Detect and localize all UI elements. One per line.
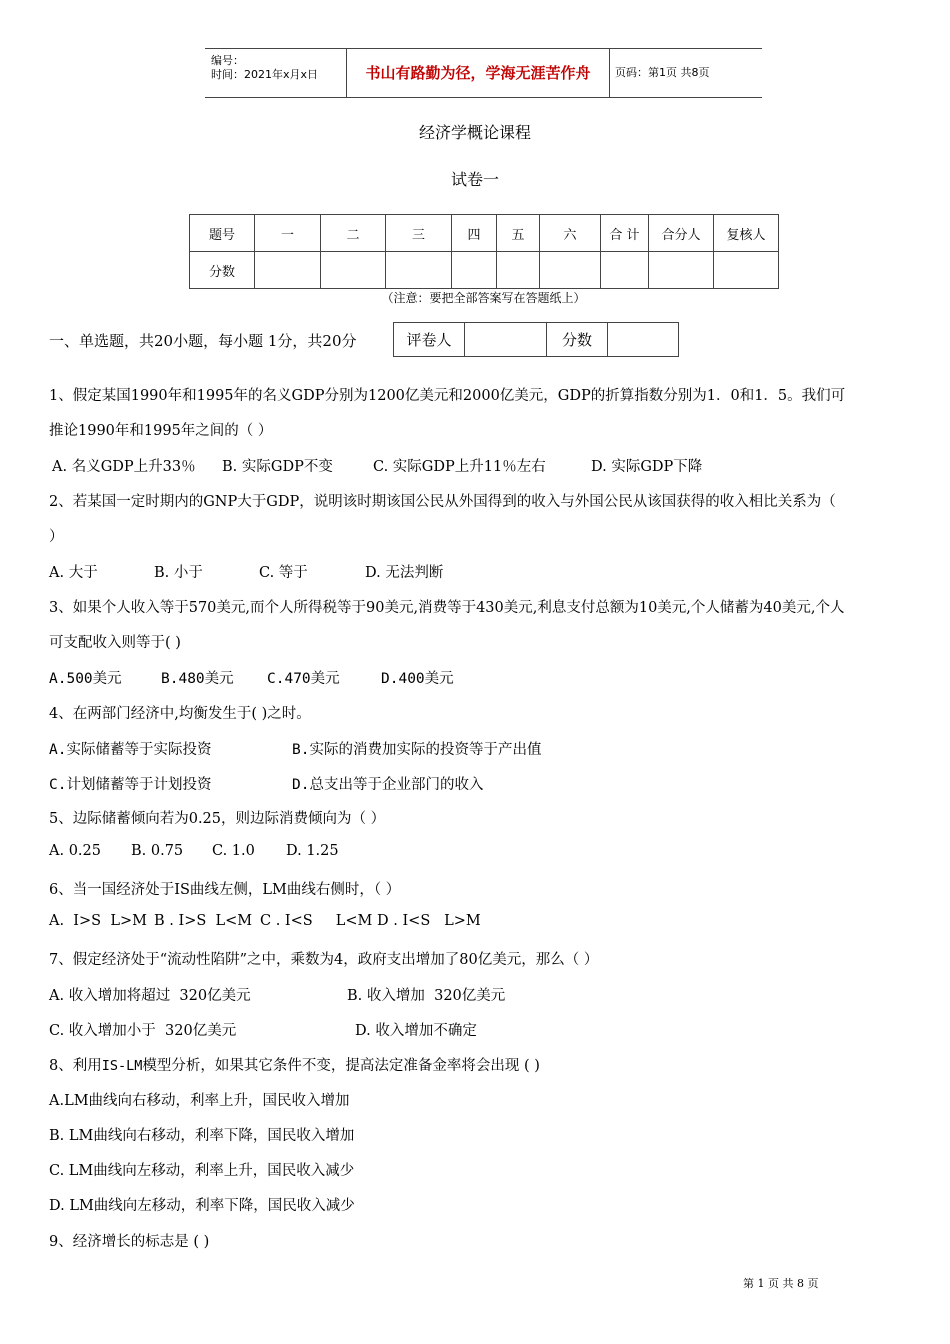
score-input-cell[interactable] (714, 252, 779, 289)
header-meta (205, 49, 347, 97)
question-6-option-a: A. I>S L>M (49, 913, 147, 929)
question-1-text: 1、假定某国1990年和1995年的名义GDP分别为1200亿美元和2000亿美元，GDP的折算指数分别为1．0和1．5。我们可 (49, 388, 846, 404)
question-2-option-a: A. 大于 (49, 565, 98, 581)
question-4-option-a: A.实际储蓄等于实际投资 (49, 742, 212, 758)
section-score-input-cell[interactable] (608, 323, 679, 357)
question-3-option-d: D.400美元 (381, 671, 454, 687)
grader-label: 评卷人 (394, 323, 465, 357)
question-1-text-cont: 推论1990年和1995年之间的（ ） (49, 423, 273, 439)
score-row-label: 分数 (190, 252, 255, 289)
question-3-option-a: A.500美元 (49, 671, 122, 687)
question-6-option-c: C . I<S L<M (260, 913, 373, 929)
score-input-cell[interactable] (321, 252, 386, 289)
score-input-cell[interactable] (540, 252, 601, 289)
score-input-cell[interactable] (452, 252, 497, 289)
question-8-option-c: C. LM曲线向左移动，利率上升，国民收入减少 (49, 1163, 355, 1179)
answer-note: （注意：要把全部答案写在答题纸上） (381, 291, 586, 305)
question-2-text: 2、若某国一定时期内的GNP大于GDP，说明该时期该国公民从外国得到的收入与外国公民从该国获得的收入相比关系为（ (49, 494, 836, 510)
header-motto: 书山有路勤为径，学海无涯苦作舟 (347, 49, 610, 97)
question-8-text-post: 模型分析，如果其它条件不变，提高法定准备金率将会出现 ( ) (142, 1058, 540, 1074)
question-8-option-b: B. LM曲线向右移动，利率下降，国民收入增加 (49, 1128, 355, 1144)
question-5-option-d: D. 1.25 (286, 843, 339, 859)
score-cell: 合 计 (601, 215, 649, 252)
grader-input-cell[interactable] (465, 323, 547, 357)
question-8-text (49, 1054, 540, 1075)
question-8-option-a: A.LM曲线向右移动，利率上升，国民收入增加 (49, 1093, 350, 1109)
question-1-option-d: D. 实际GDP下降 (591, 459, 703, 475)
question-7-option-a: A. 收入增加将超过 320亿美元 (49, 988, 251, 1004)
question-4-text: 4、在两部门经济中,均衡发生于( )之时。 (49, 706, 311, 722)
question-3-text-cont: 可支配收入则等于( ) (49, 635, 181, 651)
question-6-text: 6、当一国经济处于IS曲线左侧，LM曲线右侧时，（ ） (49, 882, 401, 898)
section-score-label: 分数 (547, 323, 608, 357)
question-8-model-name: IS-LM (101, 1058, 143, 1074)
score-input-cell[interactable] (255, 252, 321, 289)
score-cell: 一 (255, 215, 321, 252)
question-7-text: 7、假定经济处于“流动性陷阱”之中，乘数为4，政府支出增加了80亿美元，那么（ ） (49, 952, 599, 968)
page-header (205, 48, 762, 98)
question-6-option-b: B . I>S L<M (154, 913, 253, 929)
score-cell: 四 (452, 215, 497, 252)
score-table-value-row (190, 252, 779, 289)
score-input-cell[interactable] (386, 252, 452, 289)
score-cell: 三 (386, 215, 452, 252)
question-9-text: 9、经济增长的标志是 ( ) (49, 1234, 210, 1250)
question-3-option-b: B.480美元 (161, 671, 234, 687)
question-5-text: 5、边际储蓄倾向若为0.25，则边际消费倾向为（ ） (49, 811, 386, 827)
header-page-info: 页码：第1页 共8页 (615, 66, 710, 79)
score-input-cell[interactable] (601, 252, 649, 289)
question-2-option-d: D. 无法判断 (365, 565, 444, 581)
section-heading: 一、单选题，共20小题，每小题 1分，共20分 (49, 332, 357, 350)
score-cell: 合分人 (649, 215, 714, 252)
question-7-option-d: D. 收入增加不确定 (355, 1023, 477, 1039)
grader-table (393, 322, 679, 357)
score-cell: 六 (540, 215, 601, 252)
page-footer: 第 1 页 共 8 页 (743, 1277, 819, 1290)
question-3-text: 3、如果个人收入等于570美元,而个人所得税等于90美元,消费等于430美元,利息支付总额为10美元,个人储蓄为40美元,个人 (49, 600, 845, 616)
question-5-option-c: C. 1.0 (212, 843, 255, 859)
question-2-option-b: B. 小于 (154, 565, 203, 581)
question-8-text-pre: 8、利用 (49, 1058, 102, 1074)
question-3-option-c: C.470美元 (267, 671, 340, 687)
time-label: 时间：2021年x月x日 (211, 68, 319, 81)
question-7-option-b: B. 收入增加 320亿美元 (347, 988, 506, 1004)
score-cell: 二 (321, 215, 386, 252)
question-8-option-d: D. LM曲线向左移动，利率下降，国民收入减少 (49, 1198, 355, 1214)
question-4-option-b: B.实际的消费加实际的投资等于产出值 (292, 742, 542, 758)
question-7-option-c: C. 收入增加小于 320亿美元 (49, 1023, 237, 1039)
score-cell: 题号 (190, 215, 255, 252)
question-2-text-cont: ） (49, 529, 64, 545)
question-1-option-c: C. 实际GDP上升11％左右 (373, 459, 546, 475)
score-cell: 复核人 (714, 215, 779, 252)
score-table (189, 214, 779, 289)
question-2-option-c: C. 等于 (259, 565, 308, 581)
question-1-option-a: A. 名义GDP上升33％ (52, 459, 196, 475)
document-title: 经济学概论课程 (418, 123, 531, 142)
question-6-option-d: D . I<S L>M (377, 913, 481, 929)
question-5-option-b: B. 0.75 (131, 843, 184, 859)
score-input-cell[interactable] (497, 252, 540, 289)
question-1-option-b: B. 实际GDP不变 (222, 459, 333, 475)
score-input-cell[interactable] (649, 252, 714, 289)
score-cell: 五 (497, 215, 540, 252)
question-4-option-c: C.计划储蓄等于计划投资 (49, 777, 212, 793)
question-5-option-a: A. 0.25 (49, 843, 101, 859)
number-label: 编号： (211, 54, 244, 67)
question-4-option-d: D.总支出等于企业部门的收入 (292, 777, 484, 793)
score-table-header-row (190, 215, 779, 252)
document-subtitle: 试卷一 (450, 170, 499, 189)
